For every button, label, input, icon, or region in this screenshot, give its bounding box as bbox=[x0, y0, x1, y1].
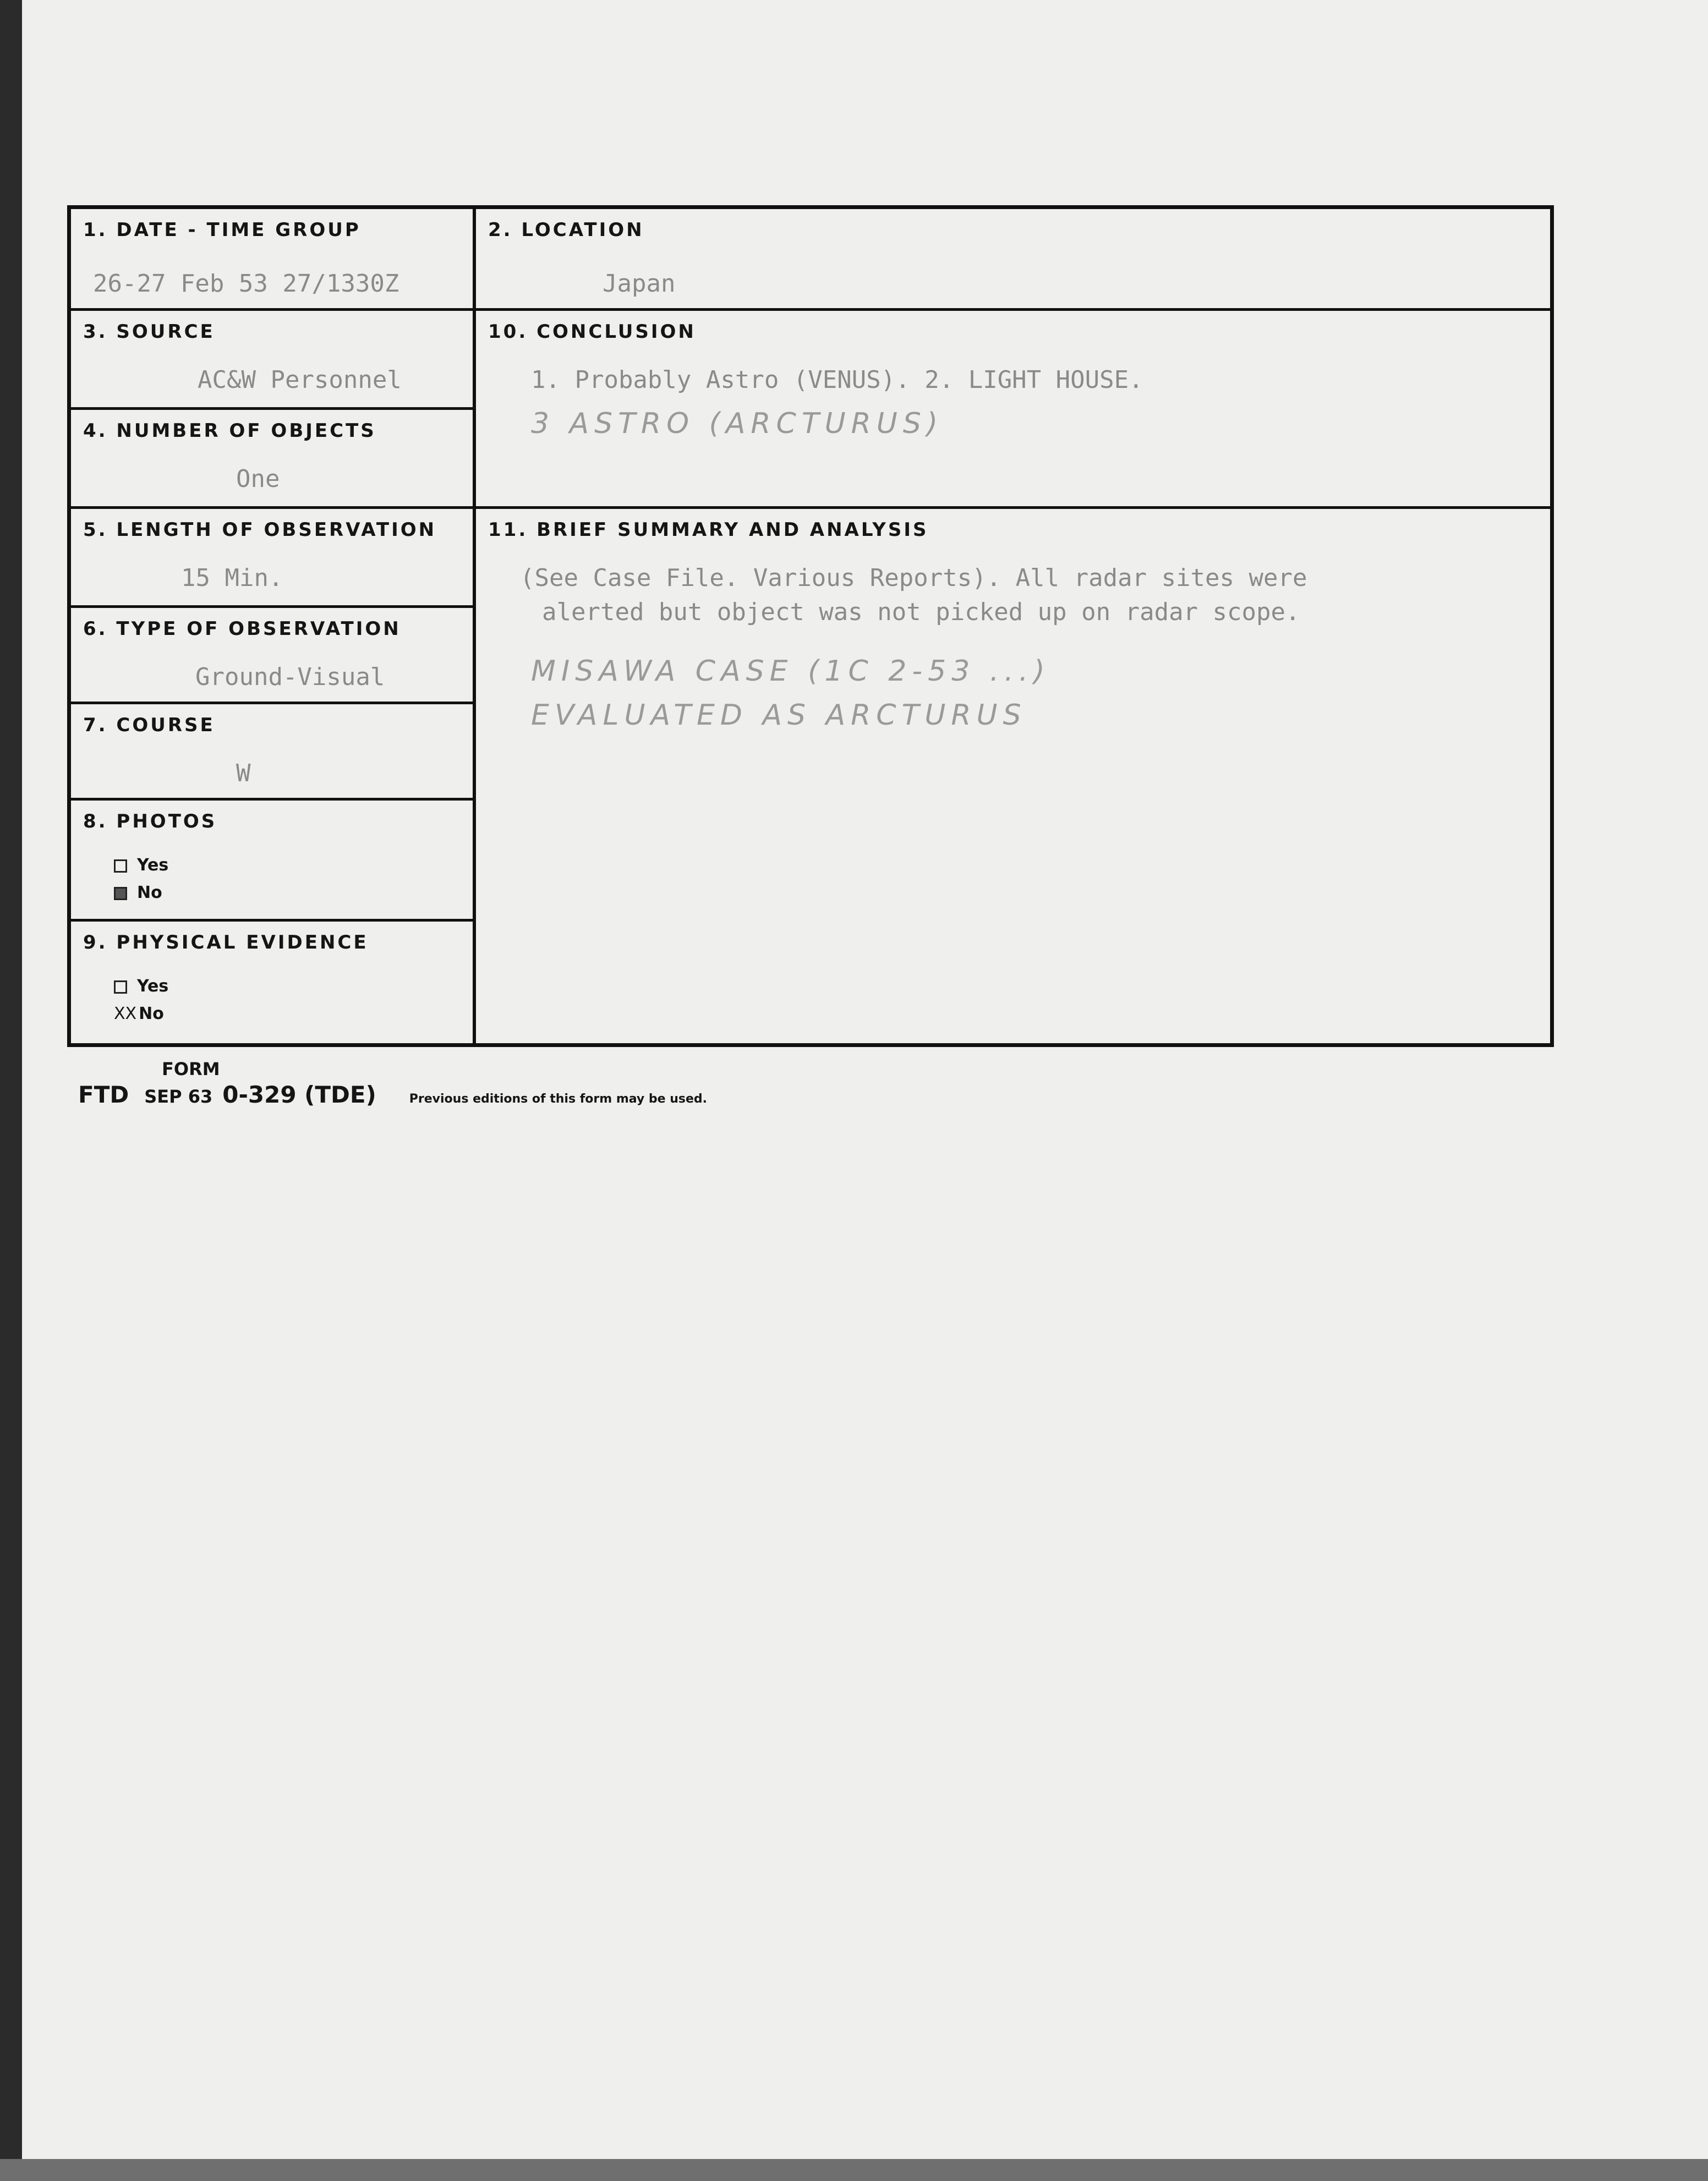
location-value: Japan bbox=[603, 270, 676, 298]
length-of-observation-label: 5. LENGTH OF OBSERVATION bbox=[83, 519, 437, 541]
photos-no-text: No bbox=[137, 883, 162, 902]
length-of-observation-cell bbox=[71, 509, 473, 605]
footer-form-id bbox=[78, 1081, 707, 1108]
length-of-observation-value: 15 Min. bbox=[181, 564, 283, 592]
number-of-objects-label: 4. NUMBER OF OBJECTS bbox=[83, 420, 376, 442]
scan-left-edge bbox=[0, 0, 22, 2181]
source-cell bbox=[71, 311, 473, 407]
summary-handwritten-line-1: MISAWA CASE (1C 2-53 ...) bbox=[531, 655, 1050, 688]
date-time-group-value: 26-27 Feb 53 27/1330Z bbox=[93, 270, 399, 298]
conclusion-line-1: 1. Probably Astro (VENUS). 2. LIGHT HOUSE. bbox=[531, 366, 1143, 394]
summary-line-1: (See Case File. Various Reports). All radar sites were bbox=[520, 564, 1307, 592]
conclusion-label: 10. CONCLUSION bbox=[488, 321, 696, 343]
source-value: AC&W Personnel bbox=[198, 366, 402, 394]
conclusion-cell bbox=[476, 311, 1551, 506]
physical-evidence-label: 9. PHYSICAL EVIDENCE bbox=[83, 931, 369, 953]
type-of-observation-cell bbox=[71, 608, 473, 702]
summary-label: 11. BRIEF SUMMARY AND ANALYSIS bbox=[488, 519, 929, 541]
location-label: 2. LOCATION bbox=[488, 219, 644, 241]
evidence-no-mark: XX bbox=[114, 1004, 137, 1023]
type-of-observation-value: Ground-Visual bbox=[195, 663, 385, 691]
summary-line-2: alerted but object was not picked up on radar scope. bbox=[542, 598, 1300, 626]
project-record-form bbox=[67, 205, 1554, 1047]
footer-form-number: 0-329 (TDE) bbox=[222, 1081, 376, 1108]
course-cell bbox=[71, 704, 473, 798]
footer-form-prefix: FTD bbox=[78, 1081, 129, 1108]
photos-label: 8. PHOTOS bbox=[83, 810, 217, 832]
photos-yes-text: Yes bbox=[137, 856, 169, 875]
evidence-yes-text: Yes bbox=[137, 977, 169, 996]
summary-handwritten-line-2: EVALUATED AS ARCTURUS bbox=[531, 699, 1027, 732]
number-of-objects-value: One bbox=[236, 465, 280, 493]
source-label: 3. SOURCE bbox=[83, 321, 215, 343]
conclusion-handwritten-line: 3 ASTRO (ARCTURUS) bbox=[531, 407, 944, 440]
date-time-group-label: 1. DATE - TIME GROUP bbox=[83, 219, 361, 241]
evidence-no-text: No bbox=[139, 1004, 164, 1023]
footer-form-label: FORM bbox=[162, 1059, 220, 1079]
footer-note: Previous editions of this form may be used. bbox=[409, 1092, 708, 1106]
number-of-objects-cell bbox=[71, 410, 473, 506]
photos-yes-option[interactable] bbox=[114, 856, 168, 875]
date-time-group-cell bbox=[71, 209, 473, 308]
checkbox-icon bbox=[114, 859, 127, 873]
scan-bottom-edge bbox=[0, 2159, 1708, 2181]
course-label: 7. COURSE bbox=[83, 714, 215, 736]
checked-checkbox-icon bbox=[114, 887, 127, 900]
evidence-yes-option[interactable] bbox=[114, 977, 168, 996]
footer-form-date: SEP 63 bbox=[144, 1086, 213, 1107]
checkbox-icon bbox=[114, 980, 127, 994]
physical-evidence-cell bbox=[71, 922, 473, 1045]
type-of-observation-label: 6. TYPE OF OBSERVATION bbox=[83, 618, 401, 640]
location-cell bbox=[476, 209, 1551, 308]
evidence-no-option[interactable] bbox=[114, 1004, 164, 1023]
photos-cell bbox=[71, 801, 473, 919]
photos-no-option[interactable] bbox=[114, 883, 162, 902]
summary-cell bbox=[476, 509, 1551, 1045]
course-value: W bbox=[236, 759, 251, 787]
